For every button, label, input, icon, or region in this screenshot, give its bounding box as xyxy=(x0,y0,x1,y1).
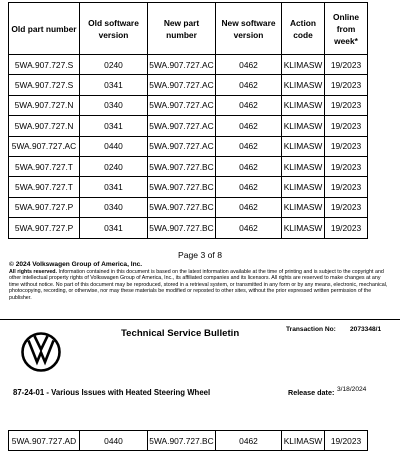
table-row xyxy=(9,136,368,156)
cell-old-part-number: 5WA.907.727.N xyxy=(9,116,80,136)
table-row xyxy=(9,431,368,451)
cell-action-code: KLIMASW xyxy=(282,136,325,156)
table-row xyxy=(9,95,368,115)
cell-action-code: KLIMASW xyxy=(282,55,325,75)
document-type: Technical Service Bulletin xyxy=(121,328,240,339)
cell-new-part-number: 5WA.907.727.BC xyxy=(148,156,216,176)
release-date-label: Release date: xyxy=(288,388,335,397)
cell-online-from-week: 19/2023 xyxy=(325,197,368,217)
cell-old-part-number: 5WA.907.727.AD xyxy=(9,431,80,451)
cell-old-part-number: 5WA.907.727.S xyxy=(9,75,80,95)
cell-old-part-number: 5WA.907.727.AC xyxy=(9,136,80,156)
transaction-label: Transaction No: xyxy=(286,326,336,333)
header-old-software-version: Old software version xyxy=(80,3,148,55)
cell-old-software-version: 0341 xyxy=(80,218,148,238)
cell-old-part-number: 5WA.907.727.P xyxy=(9,197,80,217)
rights-text: Information contained in this document is based on the latest information available at the time of printing and is subject to the copyright and other intellectual property rights of Volkswagen Group of America, Inc., its affiliated companies and its licensors. All rights are reserved to make changes at any time without notice. No part of this document may be reproduced, stored in a retrieval system, or transmitted in any form or by any means, electronic, mechanical, photocopying, recording, or otherwise, nor may these materials be modified or reposted to other sites, without the prior expressed written permission of the publisher. xyxy=(9,269,388,301)
cell-action-code: KLIMASW xyxy=(282,156,325,176)
vw-logo-icon xyxy=(21,332,61,372)
cell-new-part-number: 5WA.907.727.BC xyxy=(148,197,216,217)
cell-new-part-number: 5WA.907.727.BC xyxy=(148,431,216,451)
cell-new-software-version: 0462 xyxy=(216,431,282,451)
cell-online-from-week: 19/2023 xyxy=(325,431,368,451)
cell-online-from-week: 19/2023 xyxy=(325,136,368,156)
table-row xyxy=(9,75,368,95)
cell-new-software-version: 0462 xyxy=(216,55,282,75)
table-row xyxy=(9,218,368,238)
cell-old-software-version: 0440 xyxy=(80,136,148,156)
cell-old-part-number: 5WA.907.727.P xyxy=(9,218,80,238)
header-old-part-number: Old part number xyxy=(9,3,80,55)
bulletin-header xyxy=(0,320,400,430)
cell-action-code: KLIMASW xyxy=(282,218,325,238)
table-row xyxy=(9,197,368,217)
release-date: 3/18/2024 xyxy=(337,386,367,393)
cell-new-part-number: 5WA.907.727.AC xyxy=(148,136,216,156)
cell-action-code: KLIMASW xyxy=(282,431,325,451)
cell-new-software-version: 0462 xyxy=(216,116,282,136)
table-row xyxy=(9,177,368,197)
cell-action-code: KLIMASW xyxy=(282,177,325,197)
cell-online-from-week: 19/2023 xyxy=(325,156,368,176)
cell-new-part-number: 5WA.907.727.BC xyxy=(148,218,216,238)
cell-action-code: KLIMASW xyxy=(282,75,325,95)
table-row xyxy=(9,156,368,176)
cell-old-software-version: 0341 xyxy=(80,116,148,136)
header-new-part-number: New part number xyxy=(148,3,216,55)
cell-old-software-version: 0240 xyxy=(80,156,148,176)
cell-new-software-version: 0462 xyxy=(216,95,282,115)
header-new-software-version: New software version xyxy=(216,3,282,55)
transaction-number: 2073348/1 xyxy=(350,326,382,333)
cell-new-part-number: 5WA.907.727.BC xyxy=(148,177,216,197)
cell-new-software-version: 0462 xyxy=(216,136,282,156)
cell-old-part-number: 5WA.907.727.N xyxy=(9,95,80,115)
cell-old-software-version: 0341 xyxy=(80,177,148,197)
table-row xyxy=(9,55,368,75)
cell-online-from-week: 19/2023 xyxy=(325,218,368,238)
cell-old-software-version: 0340 xyxy=(80,95,148,115)
cell-action-code: KLIMASW xyxy=(282,95,325,115)
cell-old-software-version: 0340 xyxy=(80,197,148,217)
parts-table-continued xyxy=(8,430,368,451)
cell-new-part-number: 5WA.907.727.AC xyxy=(148,116,216,136)
cell-online-from-week: 19/2023 xyxy=(325,75,368,95)
parts-table xyxy=(8,2,368,239)
cell-old-part-number: 5WA.907.727.S xyxy=(9,55,80,75)
cell-new-part-number: 5WA.907.727.AC xyxy=(148,75,216,95)
rights-reserved: All rights reserved. xyxy=(9,269,57,275)
copyright-body xyxy=(9,269,391,301)
header-action-code: Action code xyxy=(282,3,325,55)
table-header-row xyxy=(9,3,368,55)
cell-new-software-version: 0462 xyxy=(216,197,282,217)
cell-new-part-number: 5WA.907.727.AC xyxy=(148,55,216,75)
cell-new-software-version: 0462 xyxy=(216,75,282,95)
cell-online-from-week: 19/2023 xyxy=(325,177,368,197)
header-online-from-week: Online from week* xyxy=(325,3,368,55)
cell-online-from-week: 19/2023 xyxy=(325,55,368,75)
cell-new-software-version: 0462 xyxy=(216,218,282,238)
cell-old-software-version: 0341 xyxy=(80,75,148,95)
cell-new-software-version: 0462 xyxy=(216,177,282,197)
bulletin-title: 87-24-01 - Various Issues with Heated Steering Wheel xyxy=(13,388,211,397)
cell-old-part-number: 5WA.907.727.T xyxy=(9,156,80,176)
page-number: Page 3 of 8 xyxy=(178,250,222,260)
cell-online-from-week: 19/2023 xyxy=(325,116,368,136)
cell-action-code: KLIMASW xyxy=(282,116,325,136)
table-row xyxy=(9,116,368,136)
cell-old-software-version: 0440 xyxy=(80,431,148,451)
copyright-notice xyxy=(9,261,391,301)
cell-action-code: KLIMASW xyxy=(282,197,325,217)
copyright-heading: © 2024 Volkswagen Group of America, Inc. xyxy=(9,261,143,268)
cell-new-part-number: 5WA.907.727.AC xyxy=(148,95,216,115)
cell-new-software-version: 0462 xyxy=(216,156,282,176)
cell-old-part-number: 5WA.907.727.T xyxy=(9,177,80,197)
cell-online-from-week: 19/2023 xyxy=(325,95,368,115)
cell-old-software-version: 0240 xyxy=(80,55,148,75)
